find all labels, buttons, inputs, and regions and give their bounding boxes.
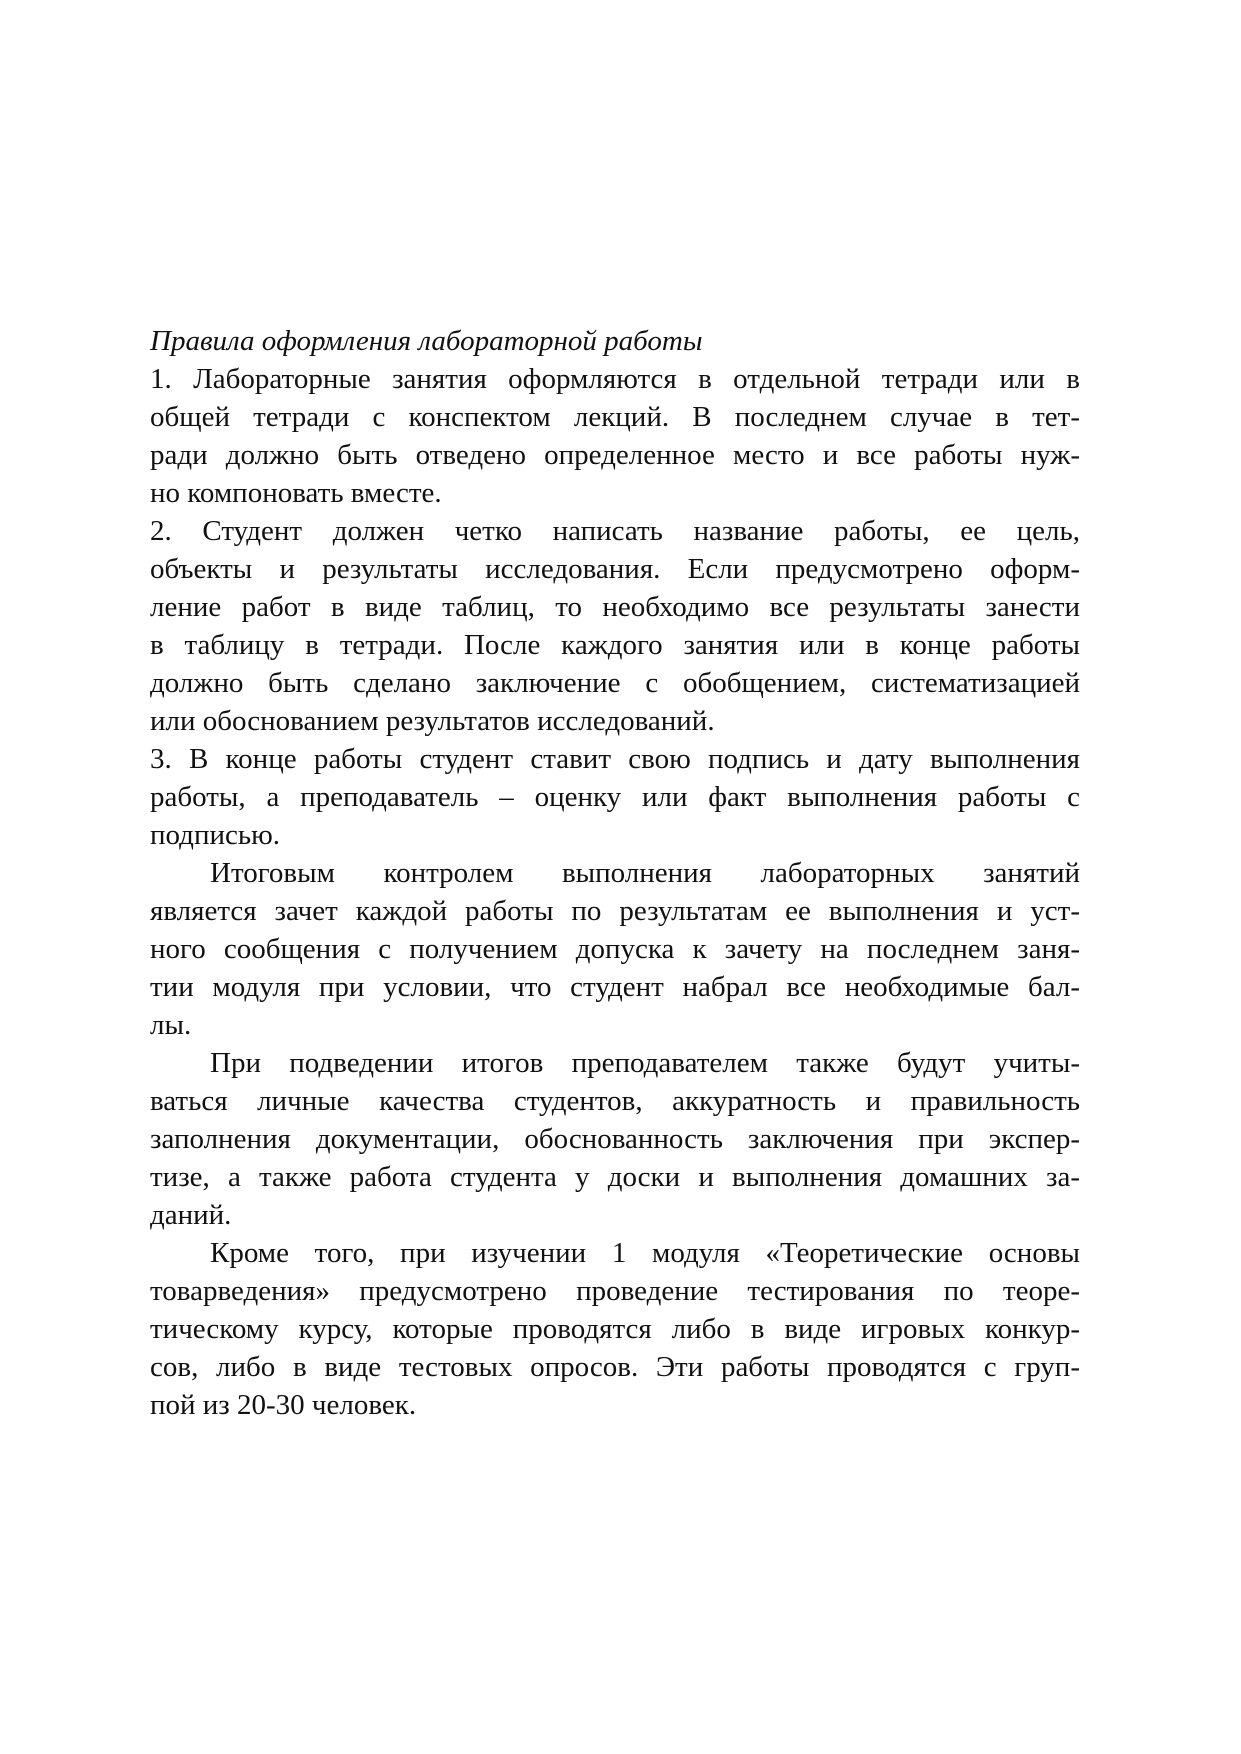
text-line: 3. В конце работы студент ставит свою подпись и дату выполнения: [150, 743, 1080, 775]
paragraph-rule-1: [150, 360, 1080, 512]
paragraph-rule-2: [150, 512, 1080, 740]
text-line: тизе, а также работа студента у доски и выполнения домашних за-: [150, 1161, 1080, 1193]
text-line: или обоснованием результатов исследований.: [150, 705, 715, 737]
text-line: должно быть сделано заключение с обобщением, систематизацией: [150, 667, 1080, 699]
text-line: даний.: [150, 1199, 232, 1231]
text-line: работы, а преподаватель – оценку или факт выполнения работы с: [150, 781, 1080, 813]
text-line: Итоговым контролем выполнения лабораторных занятий: [210, 857, 1080, 889]
text-line: подписью.: [150, 819, 280, 851]
paragraph-summary: [150, 1044, 1080, 1234]
document-title: Правила оформления лабораторной работы: [150, 325, 703, 357]
text-line: ление работ в виде таблиц, то необходимо все результаты занести: [150, 591, 1080, 623]
text-line: лы.: [150, 1009, 192, 1041]
text-line: ного сообщения с получением допуска к зачету на последнем заня-: [150, 933, 1080, 965]
text-line: сов, либо в виде тестовых опросов. Эти работы проводятся с груп-: [150, 1351, 1080, 1383]
text-line: является зачет каждой работы по результатам ее выполнения и уст-: [150, 895, 1080, 927]
text-line: в таблицу в тетради. После каждого занятия или в конце работы: [150, 629, 1080, 661]
text-line: пой из 20-30 человек.: [150, 1389, 417, 1421]
paragraph-rule-3: [150, 740, 1080, 854]
text-line: При подведении итогов преподавателем также будут учиты-: [210, 1047, 1080, 1079]
text-line: заполнения документации, обоснованность заключения при экспер-: [150, 1123, 1080, 1155]
text-line: тии модуля при условии, что студент набрал все необходимые бал-: [150, 971, 1080, 1003]
text-line: Кроме того, при изучении 1 модуля «Теоретические основы: [210, 1237, 1080, 1269]
text-line: ради должно быть отведено определенное место и все работы нуж-: [150, 439, 1080, 471]
text-line: объекты и результаты исследования. Если предусмотрено оформ-: [150, 553, 1080, 585]
text-line: 1. Лабораторные занятия оформляются в отдельной тетради или в: [150, 363, 1080, 395]
text-line: ваться личные качества студентов, аккуратность и правильность: [150, 1085, 1080, 1117]
paragraph-testing: [150, 1234, 1080, 1424]
paragraph-control: [150, 854, 1080, 1044]
text-line: тическому курсу, которые проводятся либо в виде игровых конкур-: [150, 1313, 1080, 1345]
document-page: [150, 322, 1080, 1424]
text-line: но компоновать вместе.: [150, 477, 442, 509]
text-line: товарведения» предусмотрено проведение тестирования по теоре-: [150, 1275, 1080, 1307]
text-line: общей тетради с конспектом лекций. В последнем случае в тет-: [150, 401, 1080, 433]
text-line: 2. Студент должен четко написать название работы, ее цель,: [150, 515, 1080, 547]
